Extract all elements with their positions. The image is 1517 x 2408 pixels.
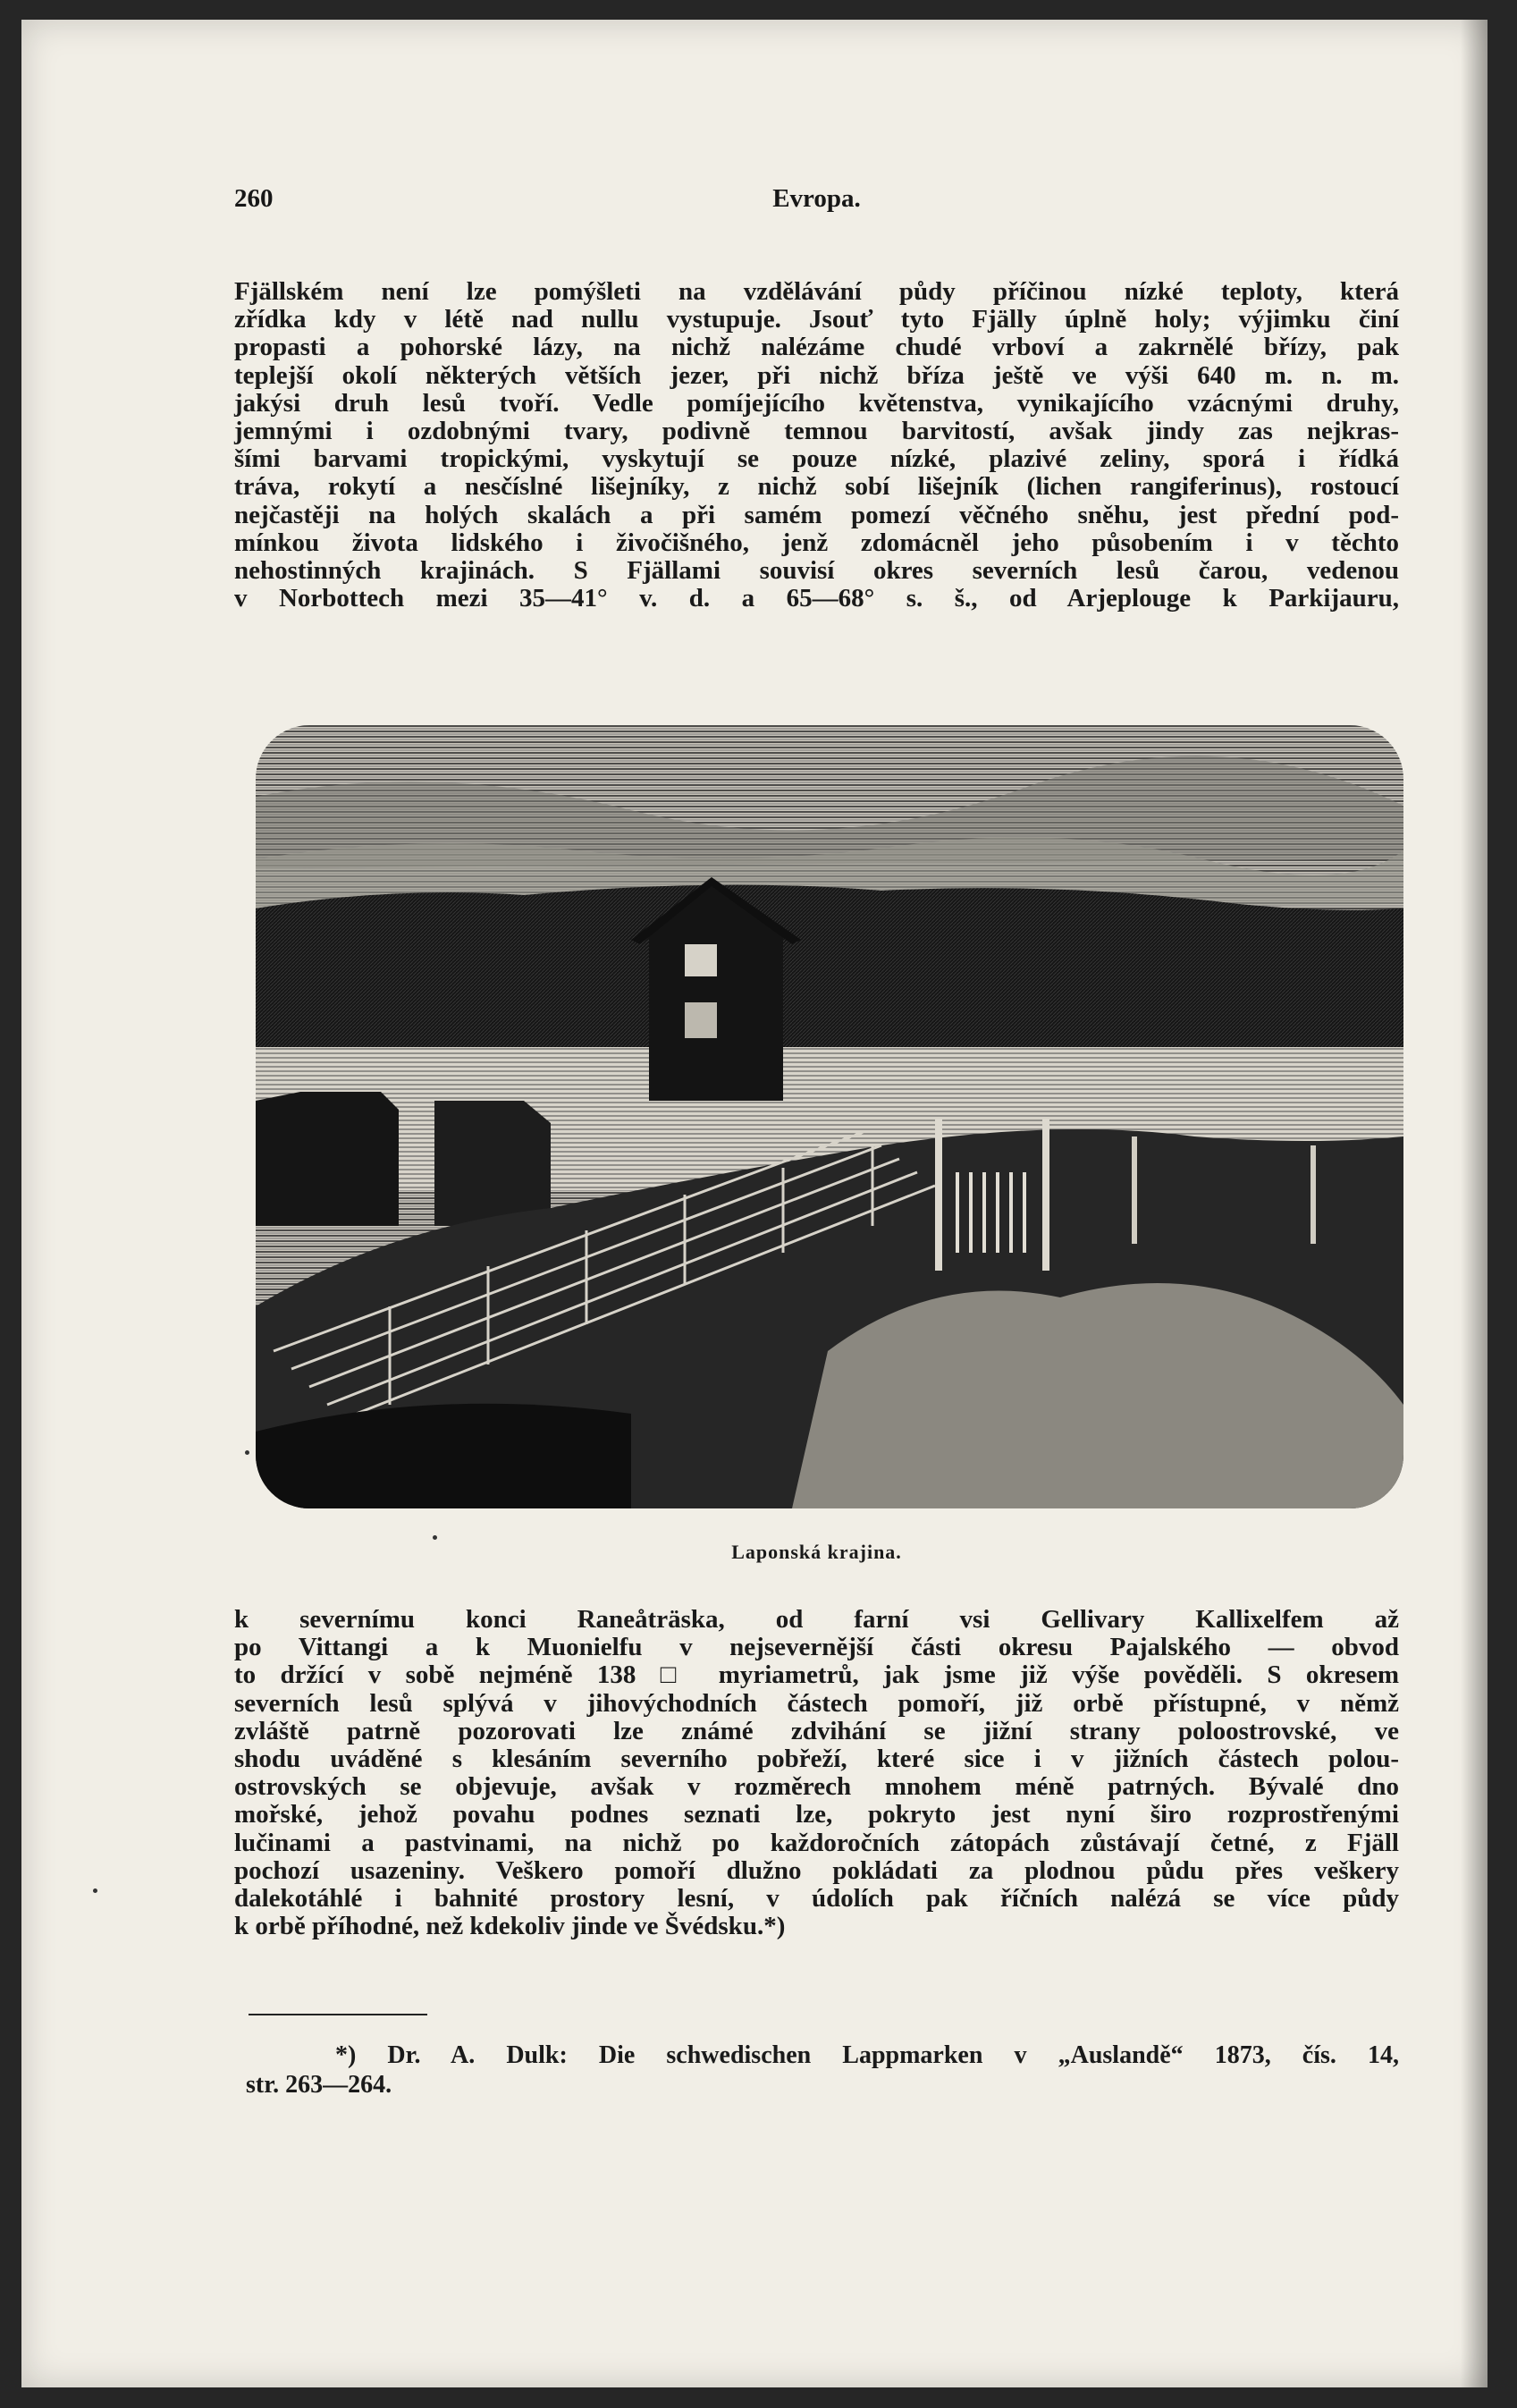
text-line: mořské, jehož povahu podnes seznati lze, pokryto jest nyní širo rozprostřenými [234, 1800, 1399, 1829]
engraving-svg [256, 725, 1403, 1508]
landscape-illustration [256, 725, 1403, 1508]
text-line: teplejší okolí některých větších jezer, při nichž bříza ještě ve výši 640 m. n. m. [234, 360, 1399, 390]
text-line: po Vittangi a k Muonielfu v nejsevernější části okresu Pajalského — obvod [234, 1633, 1399, 1662]
text-line: pochozí usazeniny. Veškero pomoří dlužno pokládati za plodnou půdu přes veškery [234, 1855, 1399, 1885]
footnote-line: str. 263—264. [246, 2071, 392, 2099]
body-text-bottom [234, 1606, 1399, 1940]
print-speck [93, 1888, 97, 1893]
foreground-shadow [256, 1404, 631, 1508]
page-number: 260 [234, 184, 274, 213]
text-line: to držící v sobě nejméně 138 □ myriametrů, jak jsme již výše pověděli. S okresem [234, 1660, 1399, 1690]
text-line: v Norbottech mezi 35—41° v. d. a 65—68° s. š., od Arjeplouge k Parkijauru, [234, 584, 1399, 613]
text-line: jakýsi druh lesů tvoří. Vedle pomíjejícího květenstva, vynikajícího vzácnými druhy, [234, 388, 1399, 418]
fence-post-right [1132, 1136, 1137, 1244]
print-speck [433, 1535, 437, 1540]
body-text-top [234, 278, 1399, 613]
text-line: k orbě příhodné, než kdekoliv jinde ve Švédsku.*) [234, 1912, 786, 1941]
cabin-window-lower [685, 1002, 717, 1038]
text-line: jemnými i ozdobnými tvary, podivně temnou barvitostí, avšak jindy zas nejkras- [234, 416, 1399, 445]
print-speck [245, 1450, 249, 1455]
text-line: zřídka kdy v létě nad nullu vystupuje. Jsouť tyto Fjälly úplně holy; výjimku činí [234, 305, 1399, 334]
text-line: ostrovských se objevuje, avšak v rozměrech mnohem méně patrných. Bývalé dno [234, 1772, 1399, 1802]
text-line: zvláště patrně pozorovati lze známé zdvihání se jižní strany poloostrovské, ve [234, 1716, 1399, 1745]
text-line: dalekotáhlé i bahnité prostory lesní, v údolích pak říčních nalézá se více půdy [234, 1883, 1399, 1913]
text-line: Fjällském není lze pomýšleti na vzdělávání půdy příčinou nízké teploty, která [234, 277, 1399, 306]
text-line: severních lesů splývá v jihovýchodních částech pomoří, již orbě přístupné, v němž [234, 1688, 1399, 1718]
fence-post-far-right [1311, 1145, 1316, 1244]
shed-left [434, 1101, 551, 1226]
cabin-window-upper [685, 944, 717, 976]
text-line: lučinami a pastvinami, na nichž po každoročních zátopách zůstávají četné, z Fjäll [234, 1828, 1399, 1857]
text-line: nejčastěji na holých skalách a při samém pomezí věčného sněhu, jest přední pod- [234, 500, 1399, 529]
text-line: mínkou života lidského i živočišného, jenž zdomácněl jeho působením i v těchto [234, 528, 1399, 557]
footnote-line: *) Dr. A. Dulk: Die schwedischen Lappmarken v „Auslandě“ 1873, čís. 14, [335, 2041, 1399, 2069]
gate-post-right [1042, 1119, 1049, 1271]
page-header [234, 184, 1399, 216]
figure-caption: Laponská krajina. [731, 1541, 902, 1563]
text-line: k severnímu konci Raneåträska, od farní vsi Gellivary Kallixelfem až [234, 1605, 1399, 1634]
text-line: nehostinných krajinách. S Fjällami souvisí okres severních lesů čarou, vedenou [234, 555, 1399, 585]
footnote-divider [249, 2014, 427, 2015]
text-line: propasti a pohorské lázy, na nichž nalézáme chudé vrboví a zakrnělé břízy, pak [234, 333, 1399, 362]
footnote [246, 2040, 1399, 2100]
gate-post-left [935, 1119, 942, 1271]
boathouse-left [256, 1092, 399, 1226]
text-line: shodu uváděné s klesáním severního pobřeží, které sice i v jižních částech polou- [234, 1744, 1399, 1773]
page-edge-shadow [1461, 20, 1488, 2387]
running-head: Evropa. [772, 184, 861, 213]
text-line: šími barvami tropickými, vyskytují se pouze nízké, plazivé zeliny, sporá i řídká [234, 444, 1399, 474]
text-line: tráva, rokytí a nesčíslné lišejníky, z nichž sobí lišejník (lichen rangiferinus), rostoucí [234, 472, 1399, 502]
